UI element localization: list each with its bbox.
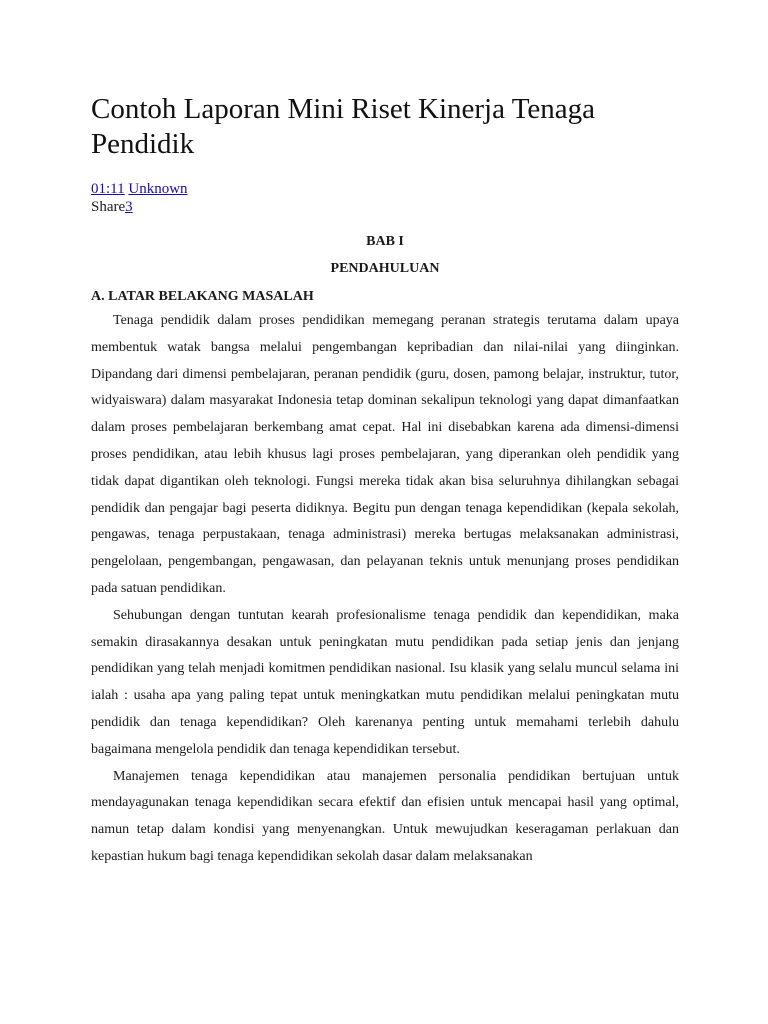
post-author-link[interactable]: Unknown [128,181,188,197]
share-count-link[interactable]: 3 [125,199,133,215]
chapter-number: BAB I [366,234,404,249]
share-label: Share [91,199,126,215]
body-paragraph-3: Manajemen tenaga kependidikan atau manajemen personalia pendidikan bertujuan untuk mendayagunakan tenaga kependidikan secara efektif dan efisien untuk mencapai hasil yang optimal, namun tetap dalam kondisi yang menyenangkan. Untuk mewujudkan keseragaman perlakuan dan kepastian hukum bagi tenaga kependidikan sekolah dasar dalam melaksanakan [91,768,679,864]
document-page [91,92,679,871]
post-meta [91,180,679,198]
section-heading: A. LATAR BELAKANG MASALAH [91,289,314,304]
chapter-title: PENDAHULUAN [330,261,440,276]
share-line [91,198,679,216]
post-title: Contoh Laporan Mini Riset Kinerja Tenaga Pendidik [91,93,596,160]
body-paragraph-1: Tenaga pendidik dalam proses pendidikan memegang peranan strategis terutama dalam upaya membentuk watak bangsa melalui pengembangan kepribadian dan nilai-nilai yang diinginkan. Dipandang dari dimensi pembelajaran, peranan pendidik (guru, dosen, pamong belajar, instruktur, tutor, widyaiswara) dalam masyarakat Indonesia tetap dominan sekalipun teknologi yang dapat dimanfaatkan dalam proses pembelajaran berkembang amat cepat. Hal ini disebabkan karena ada dimensi-dimensi proses pendidikan, atau lebih khusus lagi proses pembelajaran, yang diperankan oleh pendidik yang tidak dapat digantikan oleh teknologi. Fungsi mereka tidak akan bisa seluruhnya dihilangkan sebagai pendidik dan pengajar bagi peserta didiknya. Begitu pun dengan tenaga kependidikan (kepala sekolah, pengawas, tenaga perpustakaan, tenaga administrasi) mereka bertugas melaksanakan administrasi, pengelolaan, pengembangan, pengawasan, dan pelayanan teknis untuk menunjang proses pendidikan pada satuan pendidikan. [91,313,679,596]
body-paragraph-2: Sehubungan dengan tuntutan kearah profesionalisme tenaga pendidik dan kependidikan, maka semakin dirasakannya desakan untuk peningkatan mutu pendidikan pada setiap jenis dan jenjang pendidikan yang telah menjadi komitmen pendidikan nasional. Isu klasik yang selalu muncul selama ini ialah : usaha apa yang paling tepat untuk meningkatkan mutu pendidikan melalui peningkatan mutu pendidik dan tenaga kependidikan? Oleh karenanya penting untuk memahami terlebih dahulu bagaimana mengelola pendidik dan tenaga kependidikan tersebut. [91,607,679,757]
post-time-link[interactable]: 01:11 [91,181,125,197]
